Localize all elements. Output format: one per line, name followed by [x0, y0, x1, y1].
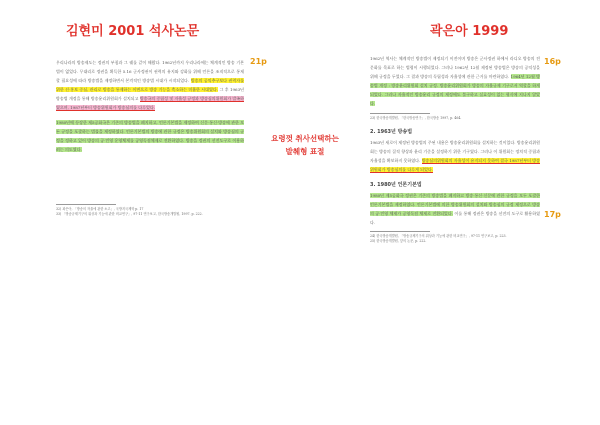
right-p2-text: 1963년 새로이 제정된 방송법의 주된 내용은 방송윤리위원회를 설치하는 것이었다. 방송윤리위원회는 방송의 질적 향상과 윤리 기준을 설정하기 위한 기구였다. 그러나 이 위원회는 정치적 중립과 자율성을 확보하지 못하였다.	[370, 139, 540, 163]
left-p1-text: 우리나라의 방송제도는 정권의 부침과 그 궤를 같이 해왔다. 1962년까지 우리나라에는 체계적인 방송 기본법이 없었다. 무대리로 정권을 획득한 5.16 군사정권이 권력의 유지와 강화를 위해 언론을 조직적으로 통제할 필요성에 따라 방송법을 제정하면서 본격적인 방송법 시대가 시작되었다.	[56, 60, 244, 84]
right-paragraph-3	[370, 191, 540, 227]
left-footnote-rule	[56, 204, 116, 205]
right-footnote-rule-2	[370, 231, 430, 232]
right-footnote-24: 24) 한국방송개발원, 「방송규제기구의 위상과 기능에 관한 비교연구」, 97-11 연구보고, p. 223.	[370, 234, 507, 239]
left-footnote-32: 32) 곽은아, 「방송의 자율에 관한 소고」, 국방지국제학 p. 17	[56, 206, 144, 211]
right-p3-text: 이를 통해 정권은 방송을 선전의 도구로 활용하였다.	[370, 211, 540, 226]
left-paragraph-2	[56, 118, 244, 154]
right-footnote-25: 25) 한국방송개발원, 앞의 논문, p. 222.	[370, 239, 427, 244]
left-p1-highlight-yellow: 방송의 공익추구보다 권력자를 위한 선·홍보 중심, 관리로 방송을 통제하는 이면으로 방송 기능을 축소하는 미흡한 시대였다.	[56, 78, 245, 93]
page-label-17p: 17p	[544, 210, 561, 219]
right-p1-text: 1962년 역사는 체계적인 방송법이 제정되기 이전이며 방송은 군사정권 하에서 라디오 방송의 전문화를 목표로 하는 법령이 시행되었다. 그러나 1962년 12월 제정된 방송법은 방송의 공익성을 위해 규정을 두었다. 그 결과 방송의 독립성과 자율성에 관한 근거를 마련하였다.	[370, 56, 540, 80]
left-document-title: 김현미 2001 석사논문	[66, 24, 200, 39]
right-paragraph-2	[370, 138, 540, 174]
left-footnote-33: 33) 「방송규제기구의 위상과 기능에 관한 비교연구」, 97-11 연구보고, 한국방송개발원, 1997. p. 222.	[56, 211, 203, 216]
right-p1-highlight-green: 1964년 12월 방송법 개정 : 방송윤리위원회 설치 규정. 방송윤리위원회가 방송의 자율규제 기구로서 역할을 하게 되었다. 그러나 자율적인 방송윤리 규정의 제정에도 불구하고 실효성이 없는 형식에 지나지 않았다.	[370, 74, 540, 107]
page-label-21p: 21p	[250, 57, 267, 66]
left-p1-highlight-pink: 방송국의 중립성 및 자율성 규정과 방송심의위원회가 발족하였으며, 1987년부터 방송위원회가 방송심의를 다루었다.	[56, 96, 244, 111]
right-document-page	[370, 54, 540, 244]
right-document-title: 곽은아 1999	[430, 24, 509, 39]
left-p1-text-2: 그 후 1963년 방송법 개정을 통해 방송윤리위원회가 설치되고	[56, 87, 244, 102]
right-footnote-rule-1	[370, 113, 430, 114]
left-paragraph-1	[56, 58, 244, 113]
plagiarism-note	[266, 132, 344, 158]
plagiarism-note-line1: 요령껏 취사선택하는	[271, 134, 339, 143]
right-paragraph-1	[370, 54, 540, 109]
right-p3-highlight-green: 1980년 제5공화국 정권은 기존의 방송법을 폐지하고 방송·통신·신문에 관한 규정을 모두 포괄한 언론기본법을 제정하였다. 언론기본법에 의한 방송위원회의 설치와 방송심의 규정 제정으로 방송의 공·민영 체제가 공영독점 체제로 전환되었다.	[370, 192, 540, 217]
plagiarism-note-line2: 발췌형 표절	[285, 147, 325, 156]
right-p2-highlight-yellow: 방송심의위원회의 자율성이 유지되지 못하여 결국 1987년부터 방송위원회가 방송심의를 다루게 되었다.	[370, 157, 541, 172]
right-footnote-23: 23) 한국방송개발원, 「한국방송연구」, 한국방송 1997, p. 464.	[370, 115, 462, 120]
page-label-16p: 16p	[544, 57, 561, 66]
left-document-page	[56, 58, 244, 217]
left-p2-highlight-green: 1980년에 등장한 제5공화국은 기존의 방송법을 폐지하고, 언론기본법을 제정하여 신문·통신·방송에 관한 모든 규정을 포괄하는 법률을 제정하였다. 언론기본법의 방송에 관한 규정은 방송위원회의 설치와 방송심의 규정을 정하고 있어 방송의 공·민영 운영체제를 공영독점체제로 전환하였다. 방송을 정권의 선전도구로 이용하려는 의도였다.	[56, 119, 244, 152]
right-section-3-title: 3. 1980년 언론기본법	[370, 181, 422, 188]
right-section-2-title: 2. 1963년 방송법	[370, 128, 413, 135]
